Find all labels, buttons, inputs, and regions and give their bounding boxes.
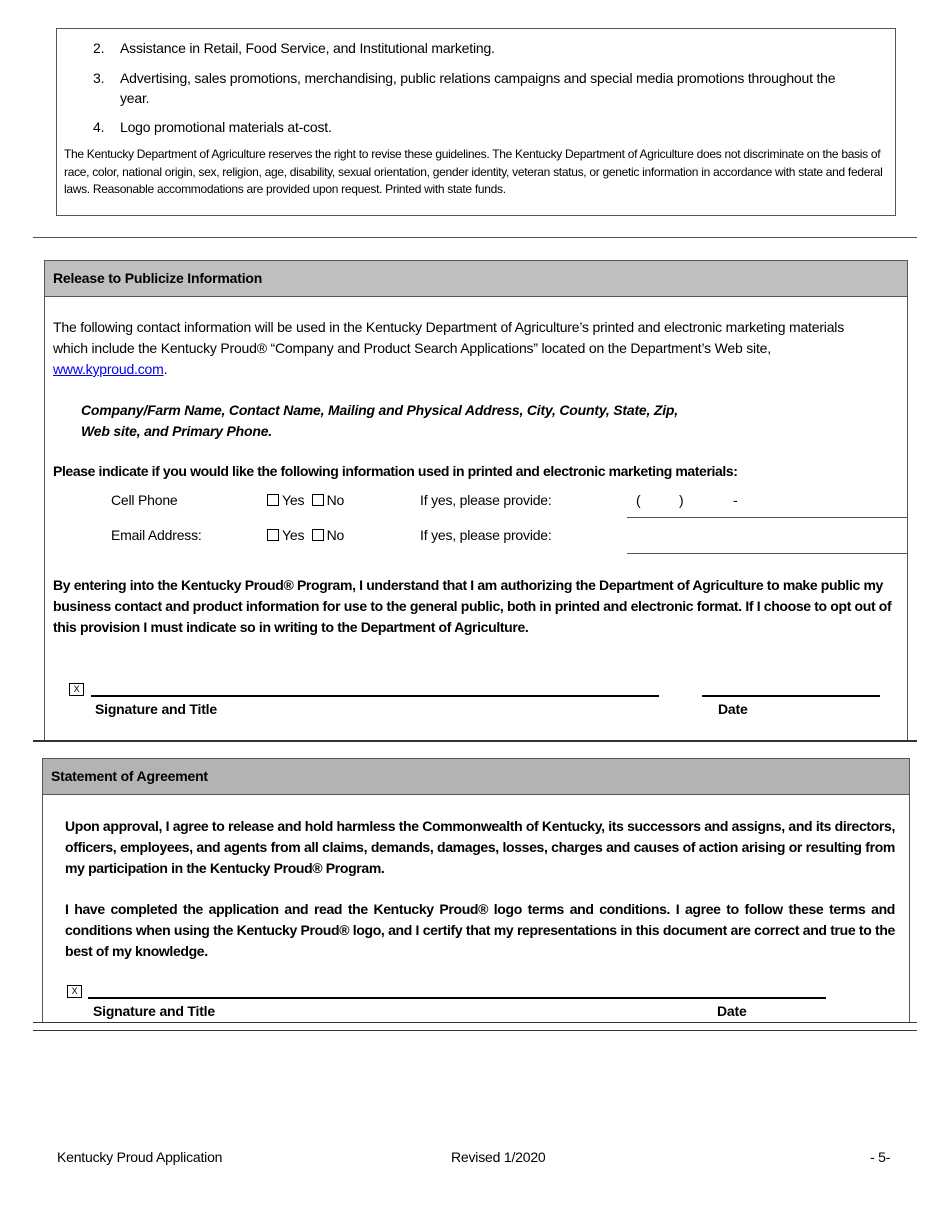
divider <box>33 1030 917 1031</box>
release-section <box>44 260 908 741</box>
publicized-fields: Company/Farm Name, Contact Name, Mailing and Physical Address, City, County, State, Zip, Web site, and Primary Phone. <box>81 402 678 439</box>
signature-label: Signature and Title <box>95 701 217 717</box>
signature-line[interactable] <box>88 997 826 999</box>
signature-x-icon: X <box>69 683 84 696</box>
footer-revision: Revised 1/2020 <box>451 1149 546 1165</box>
email-field[interactable] <box>627 523 907 554</box>
cell-phone-label: Cell Phone <box>111 492 178 508</box>
section-header: Statement of Agreement <box>43 759 909 795</box>
marketing-question: Please indicate if you would like the following information used in printed and electronic marketing materials: <box>53 463 738 479</box>
footer-title: Kentucky Proud Application <box>57 1149 223 1165</box>
date-label: Date <box>717 1003 747 1019</box>
disclaimer-text: The Kentucky Department of Agriculture reserves the right to revise these guidelines. The Kentucky Department of Agriculture does not discriminate on the basis of race, color, national origin, sex, religion, age, disability, sexual orientation, gender identity, veteran status, or genetic information in accordance with state and federal laws. Reasonable accommodations are provided upon request. Printed with state funds. <box>64 147 883 196</box>
cell-phone-options <box>267 492 344 508</box>
email-label: Email Address: <box>111 527 202 543</box>
agreement-section <box>42 758 910 1023</box>
section-header: Release to Publicize Information <box>45 261 907 297</box>
certification-text: I have completed the application and read the Kentucky Proud® logo terms and conditions. I agree to follow these terms and conditions when using the Kentucky Proud® logo, and I certify that my representations in this document are correct and true to the best of my knowledge. <box>65 901 895 959</box>
email-yes-checkbox[interactable]: Yes <box>267 527 304 543</box>
signature-line[interactable] <box>91 695 659 697</box>
divider <box>33 1022 917 1023</box>
cell-provide-label: If yes, please provide: <box>420 492 552 508</box>
date-label: Date <box>718 701 748 717</box>
program-benefits-box: 2. Assistance in Retail, Food Service, and Institutional marketing. 3. Advertising, sales promotions, merchandising, public relations campaigns and special media promotions throughout the year. 4. Logo promotional materials at-cost. The Kentucky Department of Agriculture reserves the right to revise these guidelines. The Kentucky Department of Agriculture does not discriminate on the basis of race, color, national origin, sex, religion, age, disability, sexual orientation, gender identity, veteran status, or genetic information in accordance with state and federal laws. Reasonable accommodations are provided upon request. Printed with state funds. <box>56 28 896 216</box>
email-options <box>267 527 344 543</box>
kyproud-link[interactable]: www.kyproud.com <box>53 361 164 377</box>
signature-label: Signature and Title <box>93 1003 215 1019</box>
divider <box>33 237 917 238</box>
release-intro: The following contact information will be used in the Kentucky Department of Agriculture’s printed and electronic marketing materials which include the Kentucky Proud® “Company and Product Search Applications” located on the Department’s Web site, www.kyproud.com. <box>53 319 844 377</box>
date-line[interactable] <box>702 695 880 697</box>
release-agreement-text: Upon approval, I agree to release and hold harmless the Commonwealth of Kentucky, its successors and assigns, and its directors, officers, employees, and agents from all claims, demands, damages, losses, charges and causes of action arising or resulting from my participation in the Kentucky Proud® Program. <box>65 818 895 876</box>
authorization-text: By entering into the Kentucky Proud® Program, I understand that I am authorizing the Department of Agriculture to make public my business contact and product information for use to the general public, both in printed and electronic format. If I choose to opt out of this provision I must indicate so in writing to the Department of Agriculture. <box>53 577 892 635</box>
email-no-checkbox[interactable]: No <box>312 527 345 543</box>
divider <box>33 740 917 742</box>
page-number: - 5- <box>870 1149 891 1165</box>
signature-x-icon: X <box>67 985 82 998</box>
cell-no-checkbox[interactable]: No <box>312 492 345 508</box>
cell-phone-field[interactable]: ( ) - <box>627 487 907 518</box>
cell-yes-checkbox[interactable]: Yes <box>267 492 304 508</box>
email-provide-label: If yes, please provide: <box>420 527 552 543</box>
